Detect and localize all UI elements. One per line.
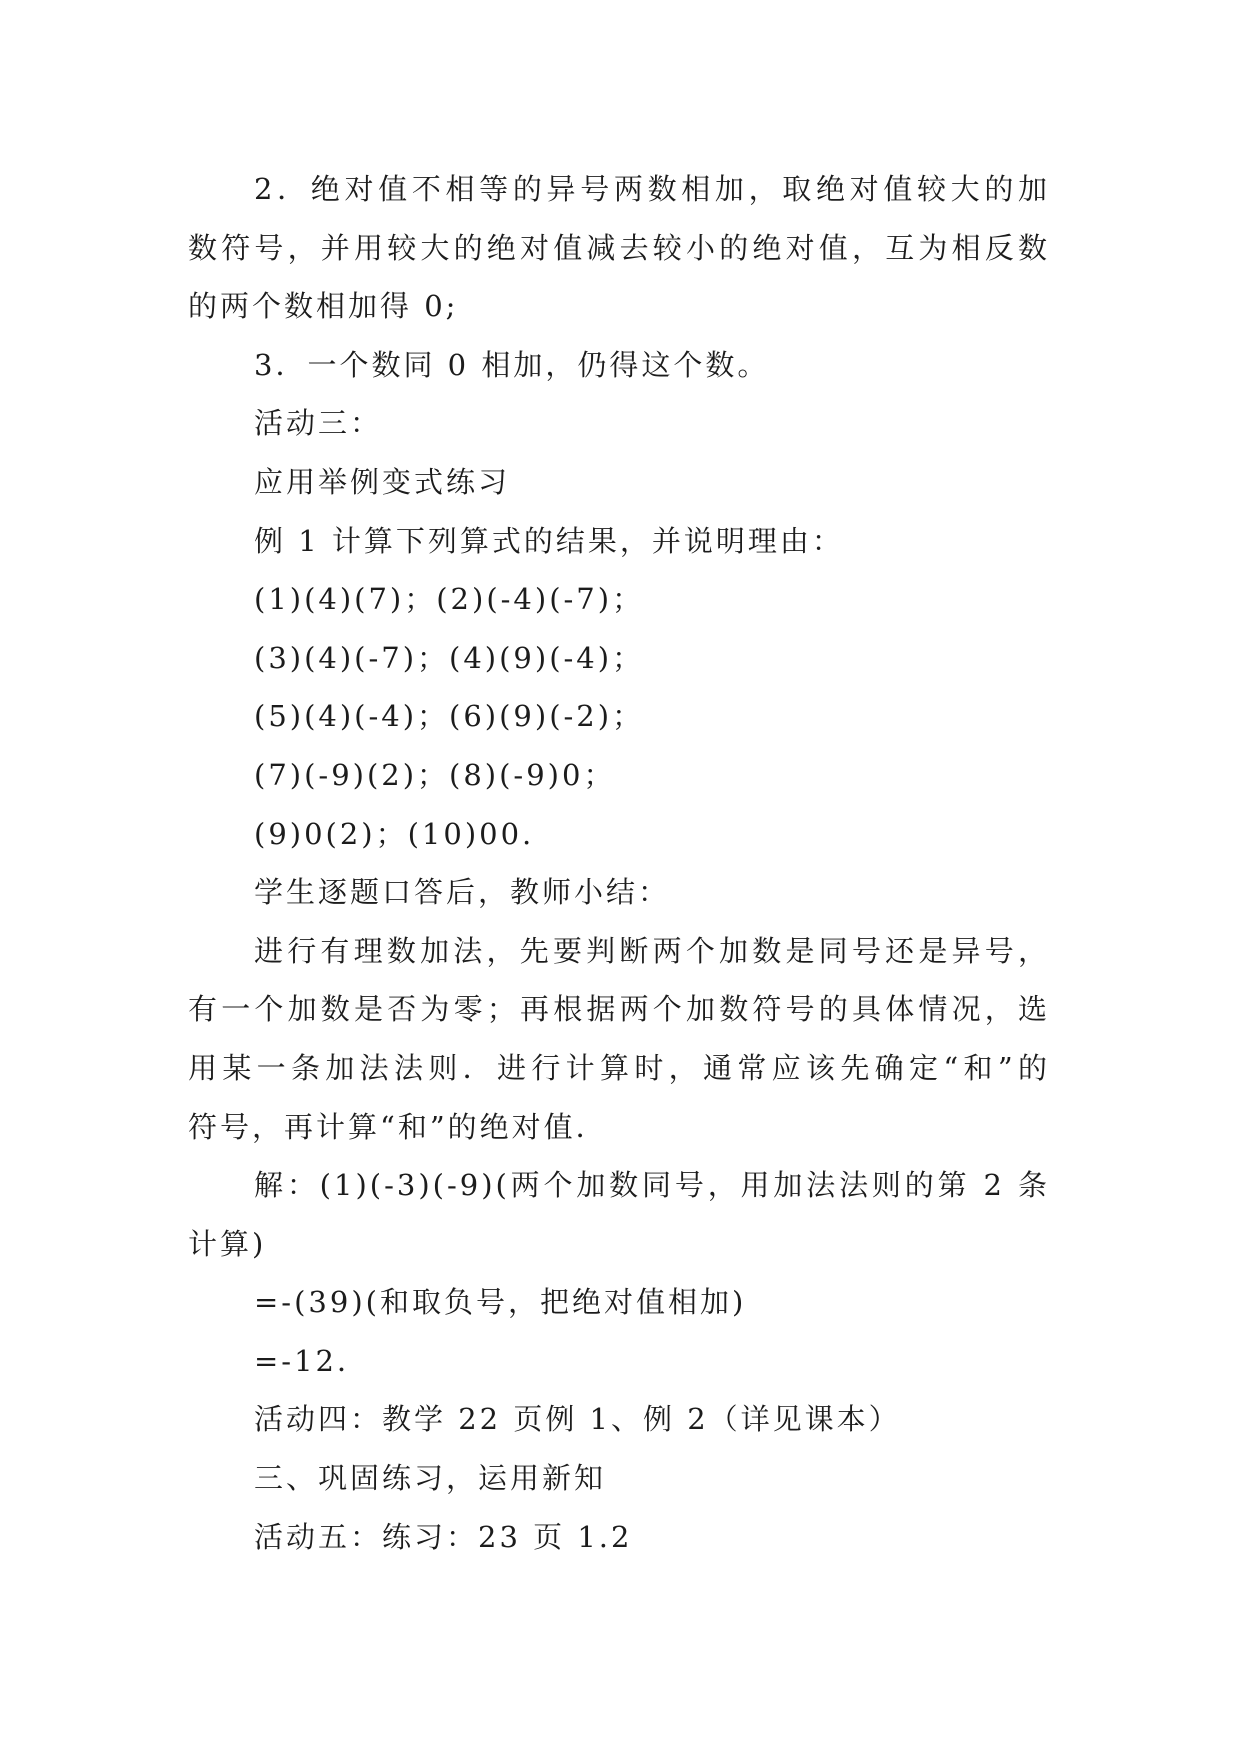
paragraph-line: 进行有理数加法，先要判断两个加数是同号还是异号， bbox=[254, 933, 1050, 968]
paragraph-line: 用某一条加法法则．进行计算时，通常应该先确定“和”的 bbox=[188, 1050, 1050, 1085]
paragraph-line: 的两个数相加得 0; bbox=[188, 289, 459, 324]
section-heading: 活动四：教学 22 页例 1、例 2（详见课本） bbox=[254, 1402, 901, 1437]
solution-line: 解：(1)(-3)(-9)(两个加数同号，用加法法则的第 2 条 bbox=[254, 1168, 1050, 1203]
paragraph-line: 符号，再计算“和”的绝对值． bbox=[188, 1109, 608, 1144]
solution-line: =-(39)(和取负号，把绝对值相加) bbox=[254, 1285, 747, 1320]
section-heading: 活动三： bbox=[254, 406, 383, 441]
paragraph-line: 数符号，并用较大的绝对值减去较小的绝对值，互为相反数 bbox=[188, 230, 1050, 265]
paragraph-line: 2．绝对值不相等的异号两数相加，取绝对值较大的加 bbox=[254, 172, 1050, 206]
section-heading: 三、巩固练习，运用新知 bbox=[254, 1461, 607, 1496]
section-heading: 活动五：练习：23 页 1.2 bbox=[254, 1519, 633, 1554]
exercise-line: (3)(4)(-7)；(4)(9)(-4)； bbox=[254, 640, 645, 675]
solution-line: 计算) bbox=[188, 1226, 267, 1261]
exercise-line: (1)(4)(7)；(2)(-4)(-7)； bbox=[254, 582, 645, 617]
paragraph-line: 学生逐题口答后，教师小结： bbox=[254, 875, 671, 910]
document-body bbox=[188, 160, 1050, 1566]
solution-line: =-12． bbox=[254, 1343, 369, 1378]
paragraph-line: 3．一个数同 0 相加，仍得这个数。 bbox=[254, 347, 770, 382]
paragraph-line: 有一个加数是否为零；再根据两个加数符号的具体情况，选 bbox=[188, 992, 1050, 1027]
exercise-line: (5)(4)(-4)；(6)(9)(-2)； bbox=[254, 699, 645, 734]
exercise-line: (9)0(2)；(10)00. bbox=[254, 816, 535, 851]
exercise-line: (7)(-9)(2)；(8)(-9)0； bbox=[254, 757, 616, 792]
section-subheading: 应用举例变式练习 bbox=[254, 464, 511, 499]
example-prompt: 例 1 计算下列算式的结果，并说明理由： bbox=[254, 523, 844, 558]
